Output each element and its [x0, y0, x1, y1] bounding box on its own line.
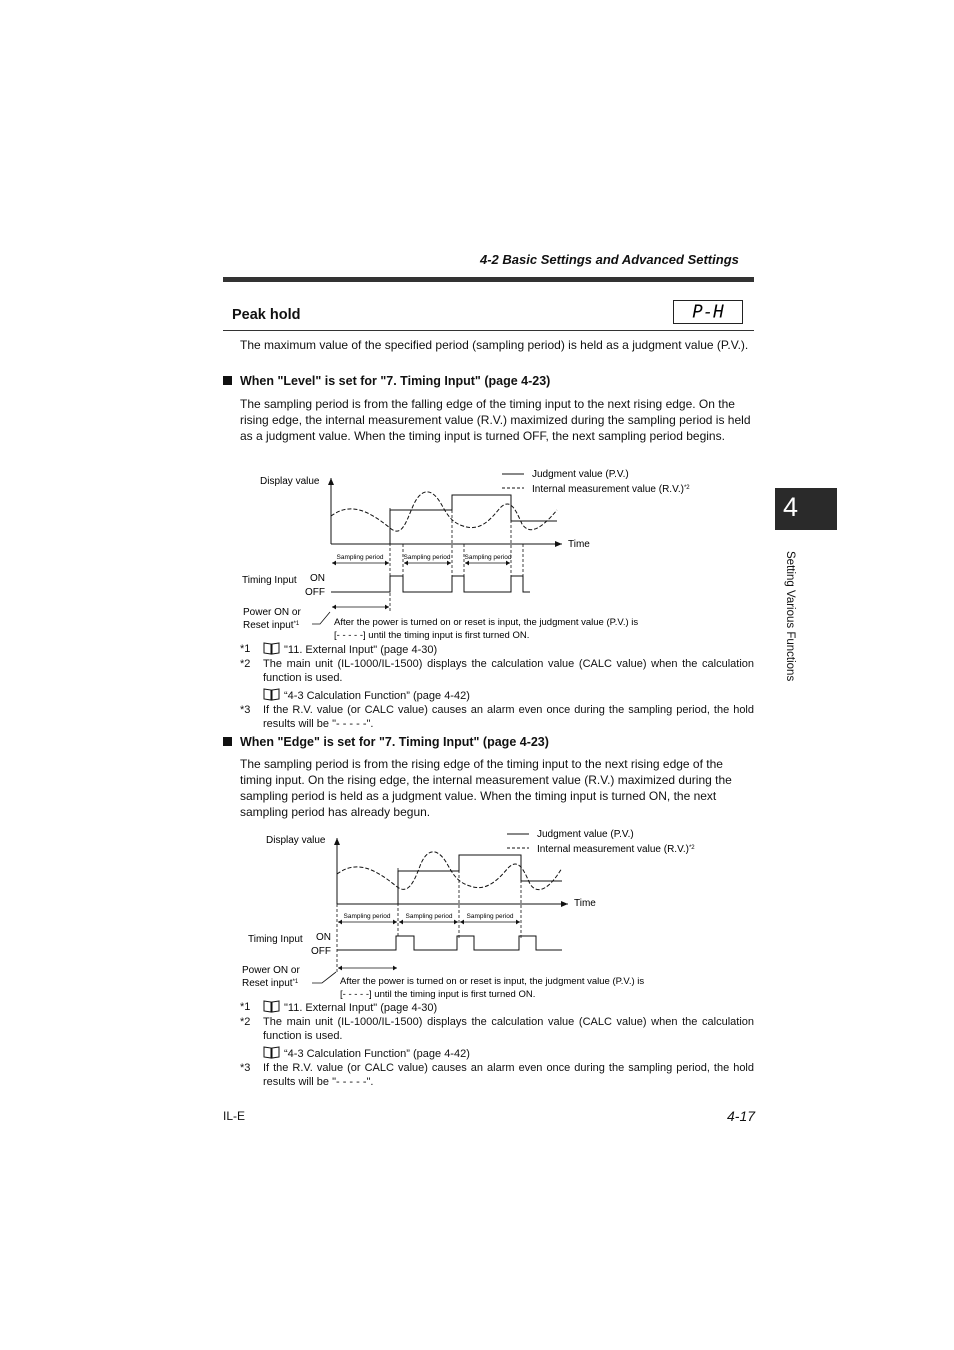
on-label: ON — [310, 573, 325, 584]
book-icon — [263, 1046, 280, 1059]
edge-body: The sampling period is from the rising edge of the timing input to the next rising edge of the timing input. On the rising edge, the internal measurement value (R.V.) maximized during the sampling period is held as a judgment value. When the timing input is turned ON, the next sampling period has already begun. — [240, 757, 732, 819]
display-code-box — [673, 300, 743, 324]
on-label: ON — [316, 932, 331, 943]
timing-input-label: Timing Input — [248, 934, 303, 945]
display-value-label: Display value — [260, 476, 320, 487]
level-timing-diagram — [230, 462, 730, 646]
time-label: Time — [574, 898, 596, 909]
footnote-2-ref: “4-3 Calculation Function” (page 4-42) — [263, 688, 754, 703]
reset-input-label: Reset input$^{*1}$ — [242, 978, 299, 989]
chapter-tab: 4 — [775, 488, 837, 530]
footnote-number: *1 — [240, 1001, 251, 1013]
legend-pv-label: Judgment value (P.V.) — [532, 469, 629, 480]
power-note-line1: After the power is turned on or reset is input, the judgment value (P.V.) is — [334, 617, 639, 628]
section-header: 4-2 Basic Settings and Advanced Settings — [480, 252, 739, 267]
off-label: OFF — [305, 587, 325, 598]
footnote-3: If the R.V. value (or CALC value) causes an alarm even once during the sampling period, the hold results will be "- - - - -". — [263, 704, 754, 730]
square-bullet-icon — [223, 737, 232, 746]
display-code: P-H — [692, 302, 724, 323]
footnote-number: *2 — [240, 658, 251, 670]
footer-model: IL-E — [223, 1109, 246, 1123]
sampling-period-label: Sampling period — [336, 554, 384, 561]
legend-pv-label: Judgment value (P.V.) — [537, 829, 634, 840]
power-pointer — [312, 972, 336, 983]
page-number: 4-17 — [727, 1108, 756, 1124]
title-rule — [223, 330, 754, 331]
footnote-number: *3 — [240, 704, 251, 716]
off-label: OFF — [311, 946, 331, 957]
chapter-tab-label: Setting Various Functions — [784, 551, 796, 682]
edge-timing-diagram — [236, 822, 736, 1006]
footnote-2: The main unit (IL-1000/IL-1500) displays the calculation value (CALC value) when the calculation function is used. — [263, 658, 754, 684]
rv-wave — [331, 492, 557, 531]
power-note-line2: [- - - - -] until the timing input is first turned ON. — [334, 630, 530, 641]
display-value-label: Display value — [266, 835, 326, 846]
power-on-label: Power ON or — [242, 965, 300, 976]
book-icon — [263, 688, 280, 701]
reset-input-label: Reset input$^{*1}$ — [243, 620, 300, 631]
header-rule — [223, 277, 754, 282]
legend-rv-label: Internal measurement value $(R.V.)^{*2}$ — [537, 844, 695, 855]
footnote-1: "11. External Input" (page 4-30) — [263, 642, 754, 657]
timing-input-label: Timing Input — [242, 575, 297, 586]
sampling-period-label: Sampling period — [343, 913, 391, 920]
pv-step-line — [398, 855, 562, 904]
book-icon — [263, 642, 280, 655]
footnote-number: *2 — [240, 1016, 251, 1028]
timing-signal — [331, 576, 530, 592]
sampling-period-label: Sampling period — [464, 554, 512, 561]
footnote-2-ref: “4-3 Calculation Function” (page 4-42) — [263, 1046, 754, 1061]
power-on-label: Power ON or — [243, 607, 301, 618]
edge-heading: When "Edge" is set for "7. Timing Input" (page 4-23) — [223, 735, 549, 749]
timing-signal — [337, 936, 562, 950]
time-label: Time — [568, 539, 590, 550]
level-heading: When "Level" is set for "7. Timing Input" (page 4-23) — [223, 374, 550, 388]
footnote-3: If the R.V. value (or CALC value) causes an alarm even once during the sampling period, the hold results will be "- - - - -". — [263, 1062, 754, 1088]
power-note-line2: [- - - - -] until the timing input is first turned ON. — [340, 989, 536, 1000]
sampling-period-label: Sampling period — [403, 554, 451, 561]
footnote-number: *3 — [240, 1062, 251, 1074]
sampling-period-label: Sampling period — [405, 913, 453, 920]
intro-text: The maximum value of the specified period (sampling period) is held as a judgment value (P.V.). — [240, 338, 749, 352]
page-title: Peak hold — [232, 307, 301, 323]
sampling-period-label: Sampling period — [466, 913, 514, 920]
footnote-number: *1 — [240, 643, 251, 655]
power-note-line1: After the power is turned on or reset is input, the judgment value (P.V.) is — [340, 976, 645, 987]
legend-rv-label: Internal measurement value $(R.V.)^{*2}$ — [532, 484, 690, 495]
footnote-2: The main unit (IL-1000/IL-1500) displays the calculation value (CALC value) when the calculation function is used. — [263, 1016, 754, 1042]
level-body: The sampling period is from the falling edge of the timing input to the next rising edge. On the rising edge, the internal measurement value (R.V.) maximized during the sampling period is held as a judgment value. When the timing input is turned OFF, the next sampling period begins. — [240, 397, 751, 443]
square-bullet-icon — [223, 376, 232, 385]
power-pointer — [312, 612, 330, 624]
footnote-1: "11. External Input" (page 4-30) — [263, 1000, 754, 1015]
book-icon — [263, 1000, 280, 1013]
